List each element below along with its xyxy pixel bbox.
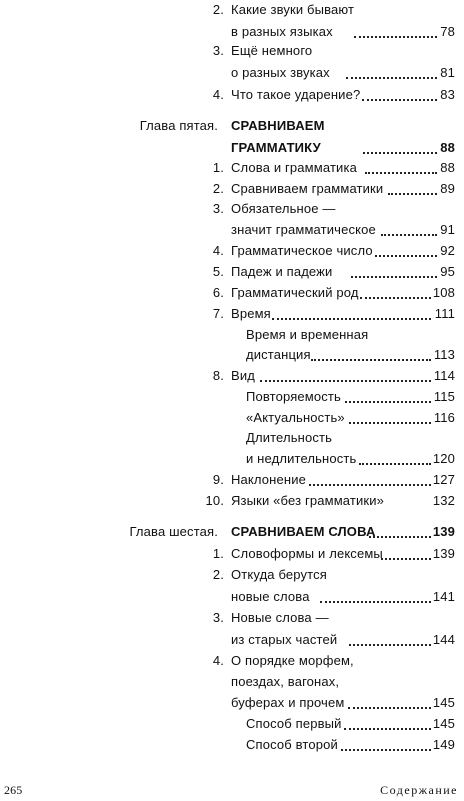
entry-title: «Актуальность» [246, 410, 345, 425]
toc-entry [0, 87, 464, 103]
toc-entry [0, 716, 464, 732]
dot-leader [345, 401, 431, 403]
entry-number: 3. [212, 43, 224, 58]
toc-entry [0, 524, 464, 540]
entry-title: Длительность [246, 430, 333, 445]
entry-title: дистанция [246, 347, 311, 362]
dot-leader [365, 172, 437, 174]
page-ref: 92 [440, 243, 455, 258]
page-ref: 81 [440, 65, 455, 80]
dot-leader [348, 707, 431, 709]
toc-entry [0, 410, 464, 426]
toc-entry [0, 389, 464, 405]
toc-entry [0, 737, 464, 753]
page-ref: 89 [440, 181, 455, 196]
page-ref: 145 [432, 695, 455, 710]
toc-entry [0, 222, 464, 238]
dot-leader [351, 276, 437, 278]
chapter-title: СРАВНИВАЕМ [231, 118, 325, 133]
toc-entry [0, 632, 464, 648]
page-ref: 120 [432, 451, 455, 466]
page-footer [0, 783, 464, 801]
entry-title: Время и временная [246, 327, 369, 342]
toc-entry [0, 546, 464, 562]
page-ref: 132 [432, 493, 455, 508]
toc-entry [0, 653, 464, 669]
dot-leader [346, 77, 437, 79]
entry-title: Что такое ударение? [231, 87, 361, 102]
dot-leader [341, 749, 431, 751]
entry-title: и недлительность [246, 451, 357, 466]
entry-number: 6. [212, 285, 224, 300]
page-ref: 144 [432, 632, 455, 647]
dot-leader [311, 359, 431, 361]
page-ref: 127 [432, 472, 455, 487]
page-ref: 108 [432, 285, 455, 300]
page-ref: 88 [440, 160, 455, 175]
toc-entry [0, 589, 464, 605]
chapter-label: Глава шестая. [129, 524, 218, 539]
dot-leader [359, 463, 431, 465]
entry-title: Время [231, 306, 271, 321]
entry-title: Повторяемость [246, 389, 341, 404]
toc-entry [0, 201, 464, 217]
entry-title: Вид [231, 368, 255, 383]
toc-entry [0, 43, 464, 59]
page-ref: 115 [433, 389, 455, 404]
page-ref: 145 [432, 716, 455, 731]
dot-leader [369, 536, 431, 538]
toc-entry [0, 327, 464, 343]
entry-title: поездах, вагонах, [231, 674, 340, 689]
entry-title: из старых частей [231, 632, 338, 647]
dot-leader [360, 297, 431, 299]
page-ref: 111 [434, 306, 455, 321]
toc-entry [0, 493, 464, 509]
entry-number: 9. [212, 472, 224, 487]
entry-number: 3. [212, 610, 224, 625]
toc-entry [0, 674, 464, 690]
dot-leader [354, 36, 437, 38]
entry-title: новые слова [231, 589, 310, 604]
toc-entry [0, 451, 464, 467]
chapter-title: ГРАММАТИКУ [231, 140, 321, 155]
entry-title: Наклонение [231, 472, 306, 487]
entry-title: Словоформы и лексемы [231, 546, 383, 561]
toc-entry [0, 347, 464, 363]
entry-title: Слова и грамматика [231, 160, 357, 175]
page-ref: 116 [433, 410, 455, 425]
chapter-label: Глава пятая. [139, 118, 218, 133]
dot-leader [349, 422, 431, 424]
entry-title: Сравниваем грамматики [231, 181, 384, 196]
entry-number: 8. [212, 368, 224, 383]
entry-title: Ещё немного [231, 43, 313, 58]
toc-entry [0, 140, 464, 156]
running-title: Содержание [380, 783, 458, 797]
page-ref: 95 [440, 264, 455, 279]
toc-entry [0, 695, 464, 711]
toc-entry [0, 368, 464, 384]
dot-leader [349, 644, 431, 646]
entry-title: Способ первый [246, 716, 342, 731]
entry-number: 2. [212, 567, 224, 582]
entry-title: Обязательное — [231, 201, 336, 216]
entry-number: 5. [212, 264, 224, 279]
toc-entry [0, 118, 464, 134]
entry-title: Грамматический род [231, 285, 359, 300]
entry-title: Грамматическое число [231, 243, 373, 258]
dot-leader [381, 234, 437, 236]
page-ref: 83 [440, 87, 455, 102]
entry-title: Языки «без грамматики» [231, 493, 385, 508]
entry-number: 1. [212, 160, 224, 175]
toc-entry [0, 264, 464, 280]
dot-leader [309, 484, 431, 486]
page-ref: 114 [433, 368, 455, 383]
page-ref: 141 [432, 589, 455, 604]
entry-title: буферах и прочем [231, 695, 345, 710]
dot-leader [381, 558, 431, 560]
page-ref: 88 [440, 140, 455, 155]
entry-number: 2. [212, 181, 224, 196]
toc-entry [0, 567, 464, 583]
entry-number: 4. [212, 87, 224, 102]
entry-number: 1. [212, 546, 224, 561]
toc-entry [0, 472, 464, 488]
page-ref: 78 [440, 24, 455, 39]
dot-leader [320, 601, 431, 603]
dot-leader [272, 318, 431, 320]
toc-entry [0, 430, 464, 446]
toc-entry [0, 285, 464, 301]
entry-title: в разных языках [231, 24, 333, 39]
entry-number: 4. [212, 653, 224, 668]
entry-title: значит грамматическое [231, 222, 376, 237]
dot-leader [362, 99, 437, 101]
page-ref: 149 [432, 737, 455, 752]
toc-entry [0, 181, 464, 197]
page-ref: 113 [433, 347, 455, 362]
toc-entry [0, 306, 464, 322]
chapter-title: СРАВНИВАЕМ СЛОВА [231, 524, 376, 539]
toc-entry [0, 160, 464, 176]
dot-leader [388, 193, 437, 195]
entry-title: Падеж и падежи [231, 264, 333, 279]
entry-title: О порядке морфем, [231, 653, 354, 668]
entry-number: 4. [212, 243, 224, 258]
entry-title: Какие звуки бывают [231, 2, 355, 17]
page-ref: 91 [440, 222, 455, 237]
page-ref: 139 [432, 524, 455, 539]
entry-title: Способ второй [246, 737, 338, 752]
entry-number: 10. [205, 493, 224, 508]
page-ref: 139 [432, 546, 455, 561]
dot-leader [363, 152, 437, 154]
dot-leader [375, 255, 437, 257]
toc-entry [0, 65, 464, 81]
dot-leader [344, 728, 431, 730]
entry-number: 2. [212, 2, 224, 17]
toc-entry [0, 243, 464, 259]
page-number: 265 [4, 783, 23, 797]
toc-entry [0, 2, 464, 18]
entry-number: 7. [212, 306, 224, 321]
entry-title: о разных звуках [231, 65, 330, 80]
entry-title: Откуда берутся [231, 567, 327, 582]
toc-entry [0, 24, 464, 40]
entry-title: Новые слова — [231, 610, 329, 625]
entry-number: 3. [212, 201, 224, 216]
dot-leader [260, 380, 431, 382]
toc-entry [0, 610, 464, 626]
